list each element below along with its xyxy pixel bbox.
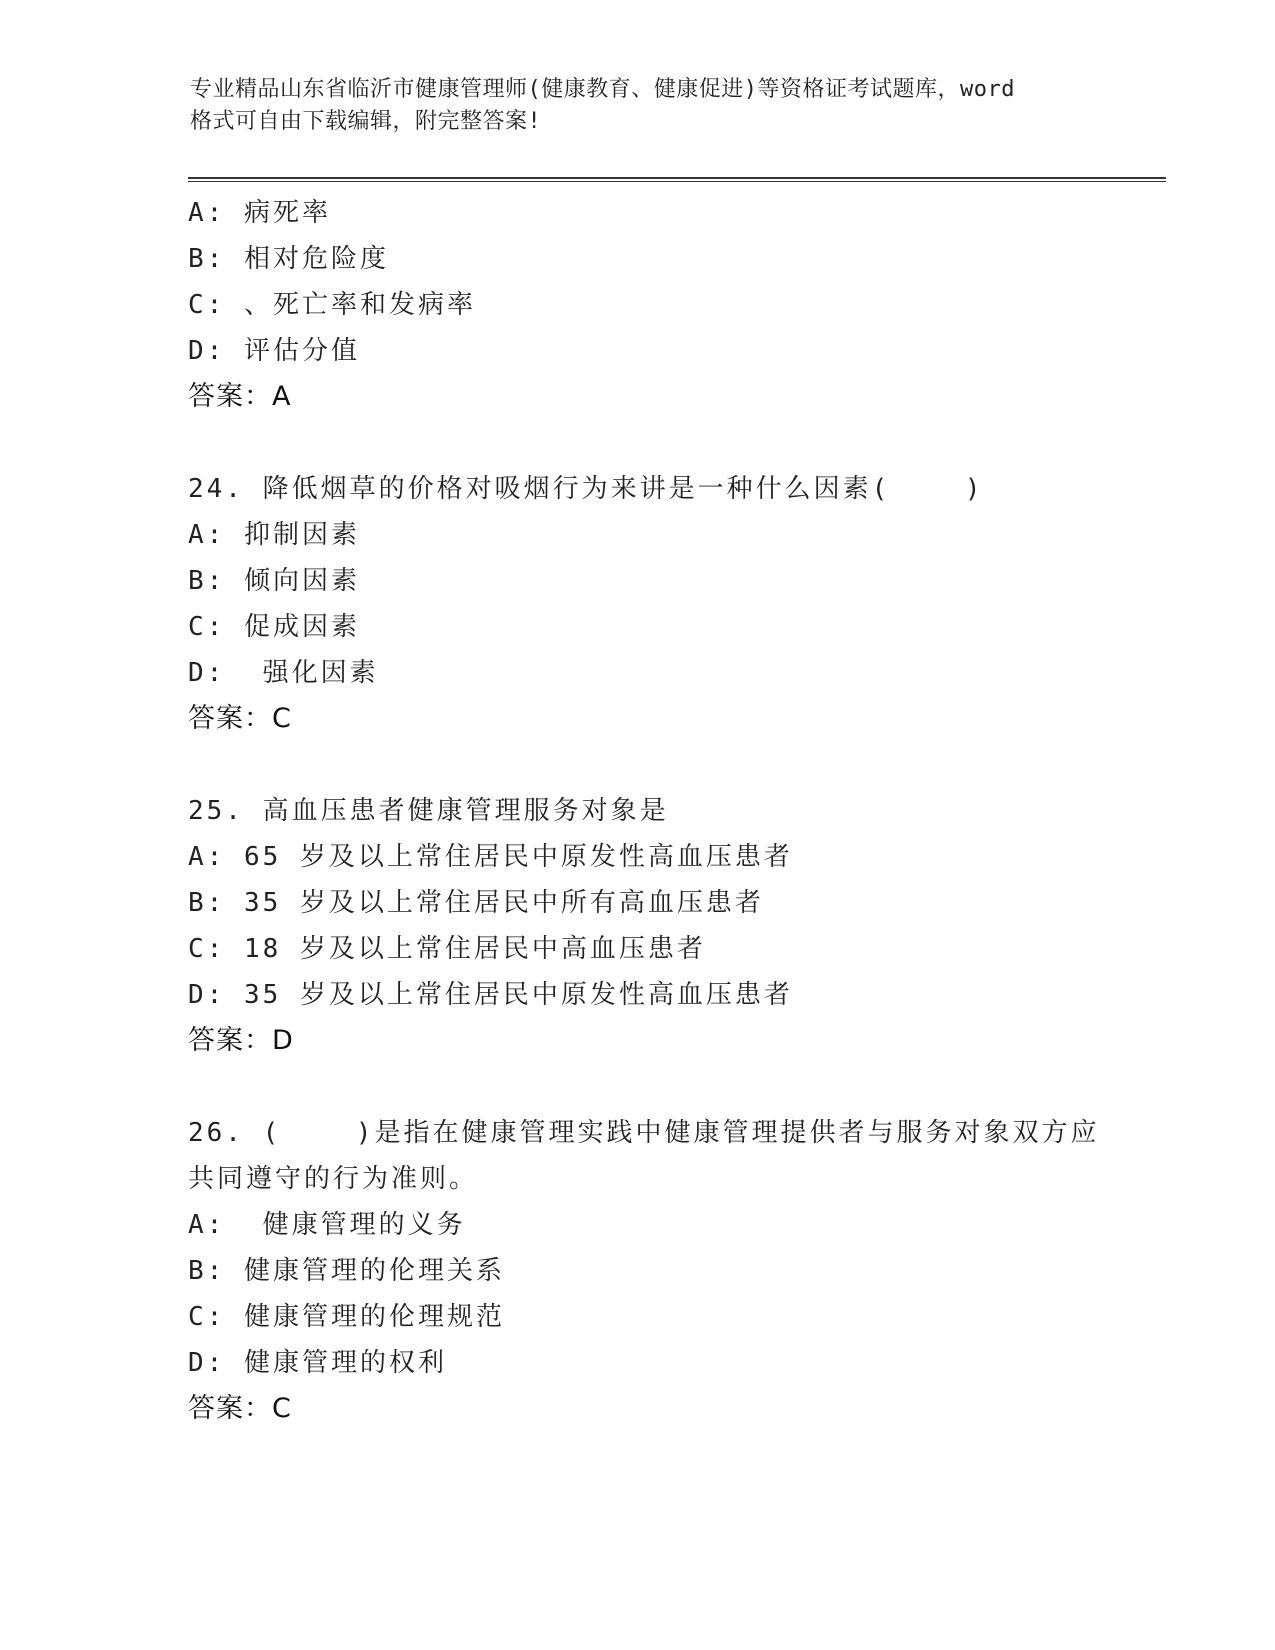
option-b: B: 相对危险度 [188,244,389,274]
option-d: D: 评估分值 [188,336,360,366]
answer-label: 答案：C [188,703,292,734]
document-header [190,74,1090,138]
question-stem-line-2: 共同遵守的行为准则。 [188,1164,479,1194]
option-c: C: 健康管理的伦理规范 [188,1302,505,1332]
question-26 [188,1110,1148,1432]
option-d: D: 强化因素 [188,658,379,688]
option-c: C: 、死亡率和发病率 [188,290,476,320]
spacer [188,1064,1148,1110]
option-a: A: 抑制因素 [188,520,360,550]
answer-label: 答案：A [188,381,292,412]
spacer [188,742,1148,788]
option-b: B: 倾向因素 [188,566,360,596]
question-stem-line-1: 26. ( )是指在健康管理实践中健康管理提供者与服务对象双方应 [188,1118,1100,1148]
option-a: A: 健康管理的义务 [188,1210,466,1240]
question-stem: 25. 高血压患者健康管理服务对象是 [188,796,669,826]
spacer [188,420,1148,466]
header-divider [188,177,1166,182]
question-list [188,190,1148,1432]
answer-label: 答案：D [188,1025,294,1056]
header-line-2: 格式可自由下载编辑，附完整答案! [190,109,542,134]
option-a: A: 病死率 [188,198,331,228]
option-b: B: 35 岁及以上常住居民中所有高血压患者 [188,888,764,918]
option-b: B: 健康管理的伦理关系 [188,1256,505,1286]
question-25 [188,788,1148,1064]
option-d: D: 35 岁及以上常住居民中原发性高血压患者 [188,980,793,1010]
option-d: D: 健康管理的权利 [188,1348,447,1378]
option-c: C: 促成因素 [188,612,360,642]
question-stem: 24. 降低烟草的价格对吸烟行为来讲是一种什么因素( ) [188,474,984,504]
answer-label: 答案：C [188,1393,292,1424]
option-c: C: 18 岁及以上常住居民中高血压患者 [188,934,706,964]
option-a: A: 65 岁及以上常住居民中原发性高血压患者 [188,842,793,872]
header-line-1: 专业精品山东省临沂市健康管理师(健康教育、健康促进)等资格证考试题库，word [190,77,1015,102]
question-partial [188,190,1148,420]
question-24 [188,466,1148,742]
